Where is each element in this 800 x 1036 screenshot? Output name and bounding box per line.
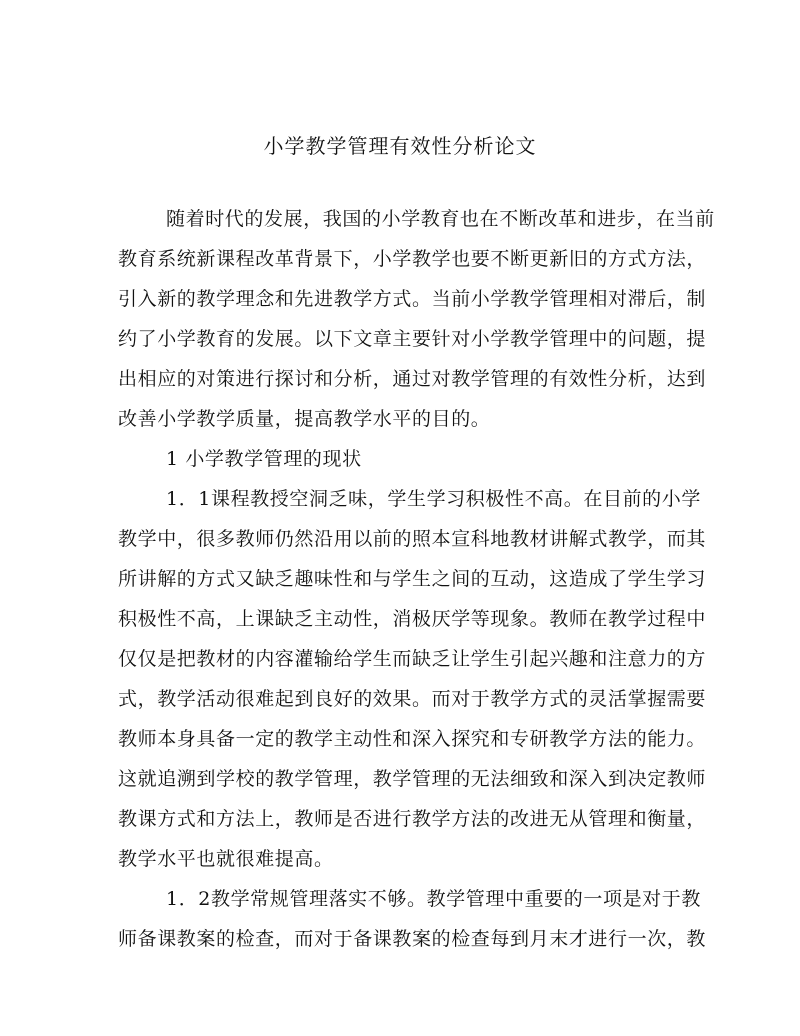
paragraph-line: 教师本身具备一定的教学主动性和深入探究和专研教学方法的能力。 <box>118 728 707 750</box>
paragraph-line: 所讲解的方式又缺乏趣味性和与学生之间的互动，这造成了学生学习 <box>118 568 707 590</box>
paragraph-line: 教课方式和方法上，教师是否进行教学方法的改进无从管理和衡量， <box>118 808 707 830</box>
paragraph-line: 教学中，很多教师仍然沿用以前的照本宣科地教材讲解式教学，而其 <box>118 528 707 550</box>
paragraph-line: 积极性不高，上课缺乏主动性，消极厌学等现象。教师在教学过程中 <box>118 608 707 630</box>
paragraph-line: 出相应的对策进行探讨和分析，通过对教学管理的有效性分析，达到 <box>118 368 707 390</box>
section-heading: 1 小学教学管理的现状 <box>166 448 362 470</box>
paragraph-line: 引入新的教学理念和先进教学方式。当前小学教学管理相对滞后，制 <box>118 288 707 310</box>
paragraph-line: 1．1课程教授空洞乏味，学生学习积极性不高。在目前的小学 <box>166 488 701 510</box>
paragraph-line: 改善小学教学质量，提高教学水平的目的。 <box>118 408 491 430</box>
paragraph-line: 教学水平也就很难提高。 <box>118 848 334 870</box>
document-title: 小学教学管理有效性分析论文 <box>263 134 537 158</box>
paragraph-line: 1．2教学常规管理落实不够。教学管理中重要的一项是对于教 <box>166 888 701 910</box>
paragraph-line: 这就追溯到学校的教学管理，教学管理的无法细致和深入到决定教师 <box>118 768 707 790</box>
paragraph-line: 式，教学活动很难起到良好的效果。而对于教学方式的灵活掌握需要 <box>118 688 707 710</box>
paragraph-line: 仅仅是把教材的内容灌输给学生而缺乏让学生引起兴趣和注意力的方 <box>118 648 707 670</box>
paragraph-line: 随着时代的发展，我国的小学教育也在不断改革和进步，在当前 <box>166 208 715 230</box>
paragraph-line: 师备课教案的检查，而对于备课教案的检查每到月末才进行一次，教 <box>118 928 707 950</box>
paragraph-line: 约了小学教育的发展。以下文章主要针对小学教学管理中的问题，提 <box>118 328 707 350</box>
paragraph-line: 教育系统新课程改革背景下，小学教学也要不断更新旧的方式方法， <box>118 248 707 270</box>
